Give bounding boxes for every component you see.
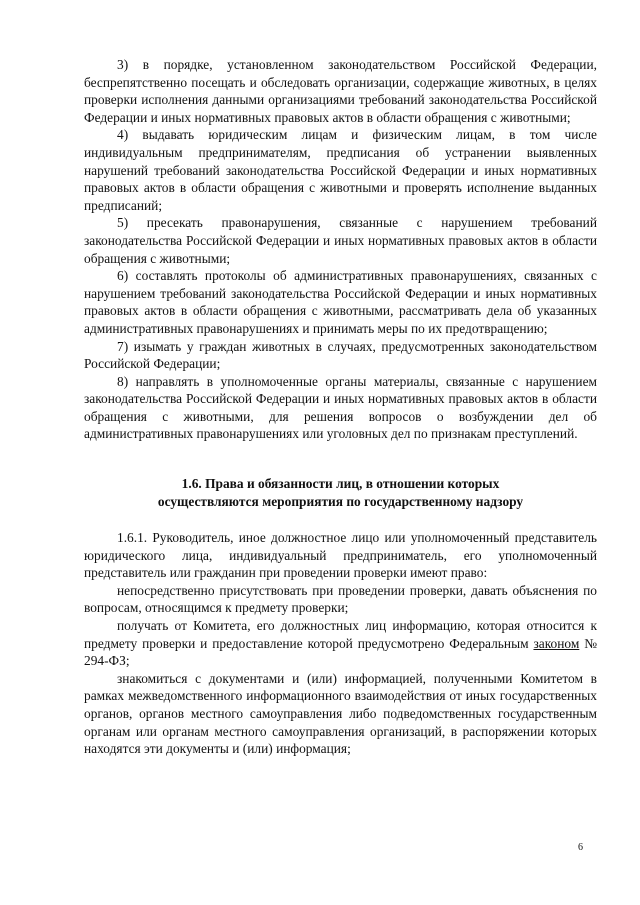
paragraph-item-8: 8) направлять в уполномоченные органы материалы, связанные с нарушением законодательства Российской Федерации и иных нормативных правовых актов в области обращения с животными, для решения вопросов о возбуждении дел об административных правонарушениях или уголовных дел по признакам преступлений. [84, 373, 597, 442]
law-number-text: № 294-ФЗ; [84, 635, 598, 669]
paragraph-item-4: 4) выдавать юридическим лицам и физическим лицам, в том числе индивидуальным предпринимателям, предписания об устранении выявленных нарушений требований законодательства Российской Федерации и иных нормативных правовых актов в области обращения с животными и проверять исполнение выданных предписаний; [84, 127, 597, 213]
paragraph-item-5: 5) пресекать правонарушения, связанные с нарушением требований законодательства Российской Федерации и иных нормативных правовых актов в области обращения с животными; [84, 215, 597, 266]
paragraph-item-6: 6) составлять протоколы об административных правонарушениях, связанных с нарушением требований законодательства Российской Федерации и иных нормативных правовых актов в области обращения с животными, рассматривать дела об указанных административных правонарушениях и принимать меры по их предотвращению; [84, 268, 597, 336]
section-heading-line-2: осуществляются мероприятия по государственному надзору [157, 494, 524, 510]
section-heading-line-1: 1.6. Права и обязанности лиц, в отношении которых [181, 476, 500, 492]
paragraph-right-information [84, 617, 597, 670]
paragraph-right-documents: знакомиться с документами и (или) информацией, полученными Комитетом в рамках межведомственного информационного взаимодействия от иных государственных органов, органов местного самоуправления либо подведомственных государственным органам или органам местного самоуправления организаций, в распоряжении которых находятся эти документы и (или) информация; [84, 670, 597, 757]
paragraph-1-6-1: 1.6.1. Руководитель, иное должностное лицо или уполномоченный представитель юридического лица, индивидуальный предприниматель, его уполномоченный представитель или гражданин при проведении проверки имеют право: [84, 530, 597, 581]
page-number: 6 [578, 842, 583, 853]
section-heading [84, 475, 597, 511]
paragraph-right-attend: непосредственно присутствовать при проведении проверки, давать объяснения по вопросам, относящимся к предмету проверки; [84, 582, 597, 616]
law-link[interactable]: законом [533, 635, 580, 651]
paragraph-item-7: 7) изымать у граждан животных в случаях, предусмотренных законодательством Российской Федерации; [84, 338, 597, 372]
document-body [84, 56, 597, 758]
paragraph-item-3: 3) в порядке, установленном законодательством Российской Федерации, беспрепятственно посещать и обследовать организации, содержащие животных, в целях проверки исполнения данными организациями требований законодательства Российской Федерации и иных нормативных правовых актов в области обращения с животными; [84, 57, 597, 125]
paragraph-right-information-text: получать от Комитета, его должностных лиц информацию, которая относится к предмету проверки и предоставление которой предусмотрено Федеральным [84, 618, 597, 651]
